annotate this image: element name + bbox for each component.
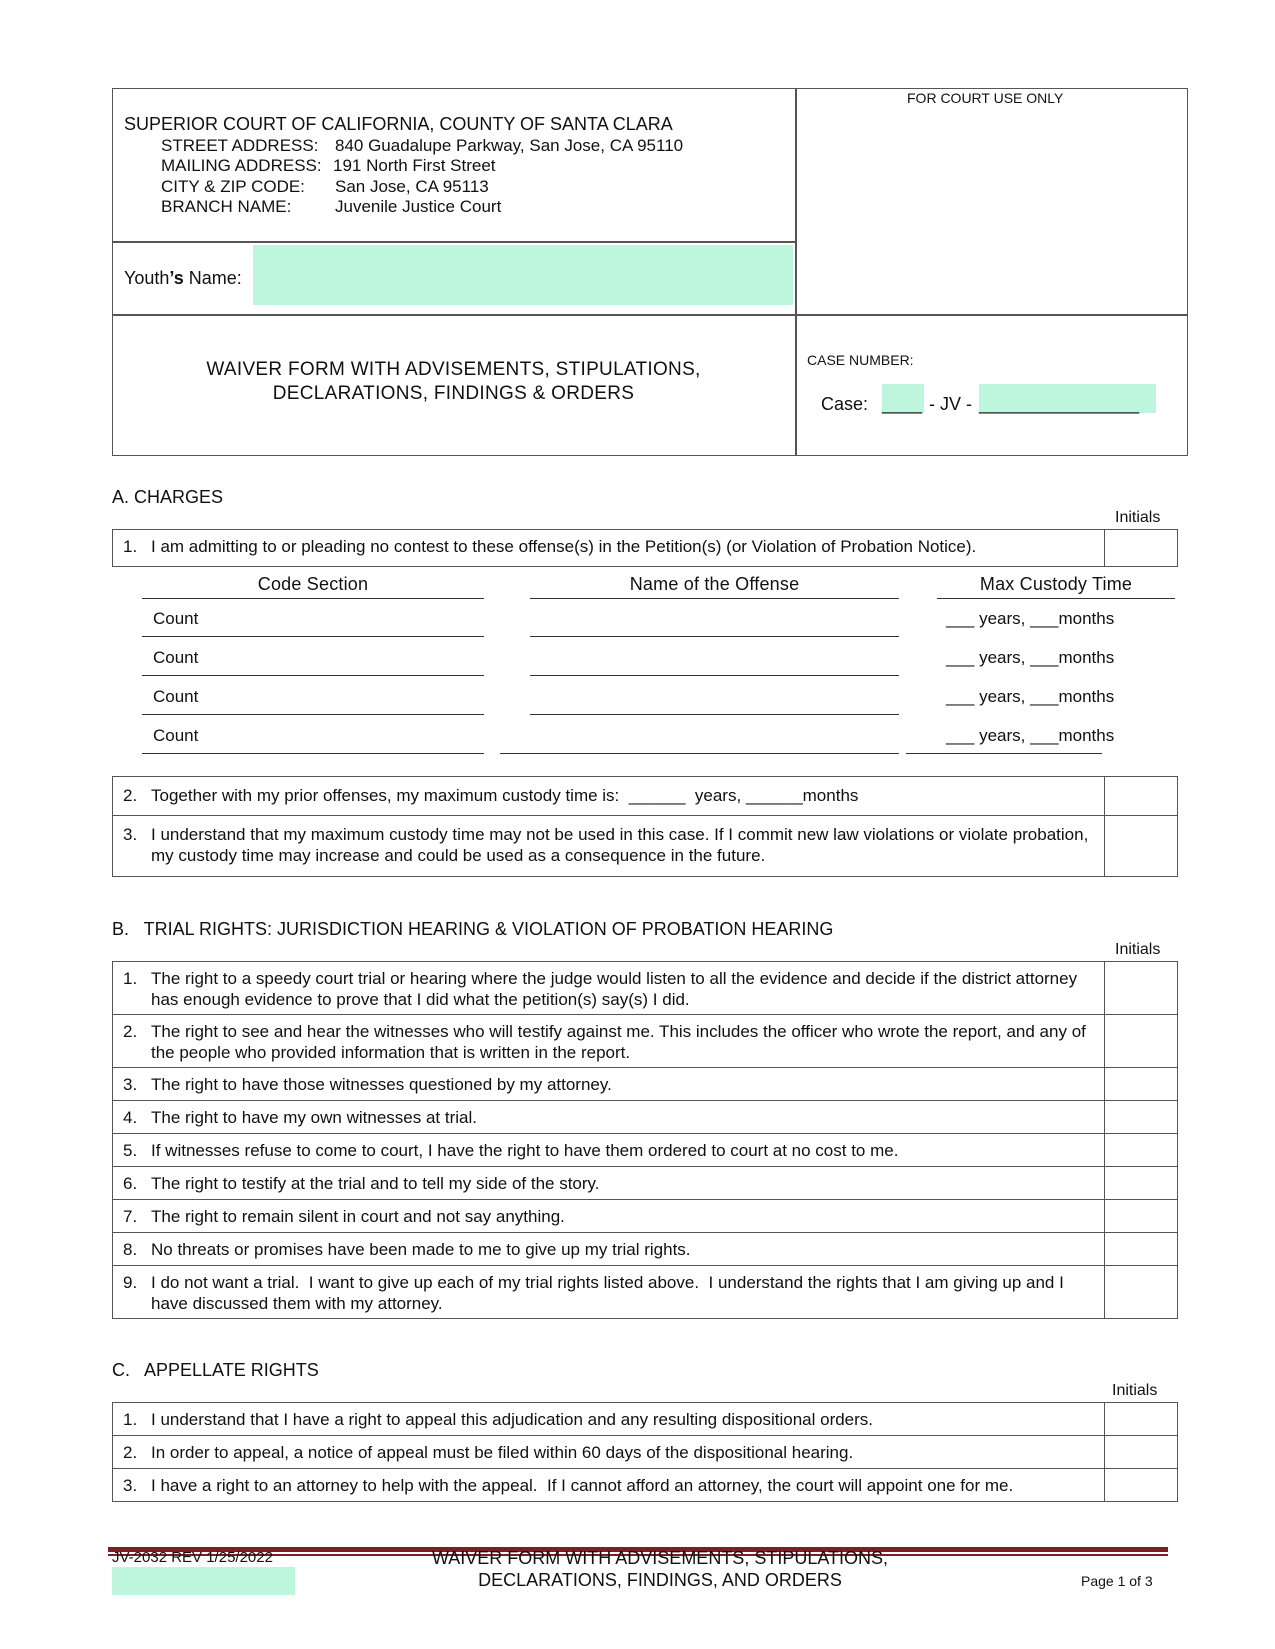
charges-item2-text: Together with my prior offenses, my maximum custody time is: ______ years, ______months bbox=[151, 786, 859, 805]
branch-value: Juvenile Justice Court bbox=[335, 197, 502, 216]
rights-item bbox=[123, 1409, 1096, 1430]
col-offense-name: Name of the Offense bbox=[629, 574, 800, 594]
initials-box[interactable] bbox=[1105, 1469, 1178, 1502]
initials-box[interactable] bbox=[1105, 816, 1178, 877]
street-value: 840 Guadalupe Parkway, San Jose, CA 95110 bbox=[335, 136, 684, 155]
rights-cell bbox=[113, 1200, 1105, 1233]
col-max-custody: Max Custody Time bbox=[979, 574, 1133, 594]
section-a-title: A. CHARGES bbox=[112, 487, 224, 507]
section-c-title: C. APPELLATE RIGHTS bbox=[112, 1360, 319, 1380]
initials-box[interactable] bbox=[1105, 962, 1178, 1015]
charges-item1-row bbox=[113, 530, 1178, 567]
custody-time-text: ___ years, ___months bbox=[946, 726, 1115, 745]
rights-cell bbox=[113, 1403, 1105, 1436]
rights-text: The right to have my own witnesses at trial. bbox=[151, 1108, 477, 1127]
rights-row bbox=[113, 1266, 1178, 1319]
rights-row bbox=[113, 1068, 1178, 1101]
street-label: STREET ADDRESS: bbox=[161, 136, 319, 155]
code-section-field[interactable] bbox=[142, 636, 484, 637]
initials-box[interactable] bbox=[1105, 1167, 1178, 1200]
code-section-field[interactable] bbox=[142, 753, 484, 754]
rights-row bbox=[113, 1469, 1178, 1502]
rights-item bbox=[123, 1272, 1096, 1314]
custody-time-text: ___ years, ___months bbox=[946, 609, 1115, 628]
rights-item bbox=[123, 1074, 1096, 1095]
caption-rule-2 bbox=[112, 314, 1188, 316]
rights-cell bbox=[113, 1068, 1105, 1101]
rights-cell bbox=[113, 962, 1105, 1015]
initials-box[interactable] bbox=[1105, 1134, 1178, 1167]
rights-row bbox=[113, 1167, 1178, 1200]
item-number: 7. bbox=[123, 1207, 138, 1226]
caption-rule-1 bbox=[112, 241, 795, 243]
rights-cell bbox=[113, 1015, 1105, 1068]
item-number: 9. bbox=[123, 1273, 138, 1292]
rights-text: I understand that I have a right to appeal this adjudication and any resulting dispositional orders. bbox=[151, 1410, 874, 1429]
rights-cell bbox=[113, 1134, 1105, 1167]
count-label: Count bbox=[153, 726, 199, 745]
branch-label: BRANCH NAME: bbox=[161, 197, 292, 216]
charges-item1-cell bbox=[113, 530, 1105, 567]
rights-row bbox=[113, 1436, 1178, 1469]
caption-divider bbox=[795, 88, 797, 456]
section-b-initials-label: Initials bbox=[1115, 941, 1161, 958]
count-label: Count bbox=[153, 609, 199, 628]
count-label: Count bbox=[153, 648, 199, 667]
initials-box[interactable] bbox=[1105, 1436, 1178, 1469]
footer-title-line1: WAIVER FORM WITH ADVISEMENTS, STIPULATIONS, bbox=[431, 1548, 889, 1568]
rights-row bbox=[113, 1233, 1178, 1266]
item-number: 3. bbox=[123, 825, 138, 844]
rights-cell bbox=[113, 1436, 1105, 1469]
charges-item3-row bbox=[113, 816, 1178, 877]
case-year-blank: ____ bbox=[882, 394, 923, 414]
case-label: Case: bbox=[821, 394, 869, 414]
offense-name-field[interactable] bbox=[530, 675, 899, 676]
mailing-label: MAILING ADDRESS: bbox=[161, 156, 322, 175]
item-number: 6. bbox=[123, 1174, 138, 1193]
appellate-rights-table bbox=[112, 1402, 1178, 1502]
col-offense-rule bbox=[530, 598, 899, 599]
item-number: 1. bbox=[123, 1410, 138, 1429]
rights-text: I do not want a trial. I want to give up each of my trial rights listed above. I understand the rights that I am giving up and I have discussed them with my attorney. bbox=[151, 1273, 1069, 1313]
custody-time-rule bbox=[906, 753, 1102, 754]
offense-name-field[interactable] bbox=[500, 753, 899, 754]
item-number: 3. bbox=[123, 1075, 138, 1094]
case-jv-label: - JV - bbox=[924, 394, 977, 414]
rights-text: No threats or promises have been made to me to give up my trial rights. bbox=[151, 1240, 691, 1259]
item-number: 2. bbox=[123, 1443, 138, 1462]
rights-text: If witnesses refuse to come to court, I have the right to have them ordered to court at no cost to me. bbox=[151, 1141, 899, 1160]
rights-item bbox=[123, 1475, 1096, 1496]
rights-row bbox=[113, 1015, 1178, 1068]
item-number: 1. bbox=[123, 537, 138, 556]
initials-box[interactable] bbox=[1105, 1233, 1178, 1266]
rights-cell bbox=[113, 1167, 1105, 1200]
item-number: 2. bbox=[123, 1022, 138, 1041]
rights-text: The right to see and hear the witnesses who will testify against me. This includes the officer who wrote the report, and any of the people who provided information that is written in the report. bbox=[151, 1022, 1091, 1062]
rights-item bbox=[123, 1173, 1096, 1194]
custody-time-text: ___ years, ___months bbox=[946, 648, 1115, 667]
charges-item3-cell bbox=[113, 816, 1105, 877]
charges-items-table bbox=[112, 776, 1178, 877]
rights-text: In order to appeal, a notice of appeal must be filed within 60 days of the dispositional hearing. bbox=[151, 1443, 854, 1462]
code-section-field[interactable] bbox=[142, 675, 484, 676]
count-label: Count bbox=[153, 687, 199, 706]
rights-row bbox=[113, 1134, 1178, 1167]
rights-row bbox=[113, 962, 1178, 1015]
charges-item2-row bbox=[113, 777, 1178, 816]
rights-cell bbox=[113, 1469, 1105, 1502]
form-title-line2: DECLARATIONS, FINDINGS & ORDERS bbox=[272, 383, 635, 404]
case-number-blank: ________________ bbox=[979, 394, 1140, 414]
footer-title-line2: DECLARATIONS, FINDINGS, AND ORDERS bbox=[478, 1570, 842, 1590]
item-number: 3. bbox=[123, 1476, 138, 1495]
rights-text: The right to remain silent in court and not say anything. bbox=[151, 1207, 565, 1226]
initials-box[interactable] bbox=[1105, 1015, 1178, 1068]
rights-row bbox=[113, 1403, 1178, 1436]
initials-box[interactable] bbox=[1105, 1266, 1178, 1319]
item-number: 1. bbox=[123, 969, 138, 988]
item-number: 4. bbox=[123, 1108, 138, 1127]
col-max-rule bbox=[937, 598, 1175, 599]
rights-text: The right to have those witnesses questioned by my attorney. bbox=[151, 1075, 612, 1094]
mailing-value: 191 North First Street bbox=[333, 156, 496, 175]
col-code-section: Code Section bbox=[257, 574, 369, 594]
item-number: 5. bbox=[123, 1141, 138, 1160]
rights-item bbox=[123, 1107, 1096, 1128]
youth-name-field[interactable] bbox=[253, 245, 793, 305]
footer-page-number: Page 1 of 3 bbox=[1081, 1573, 1153, 1589]
offense-name-field[interactable] bbox=[530, 714, 899, 715]
rights-row bbox=[113, 1200, 1178, 1233]
charges-item3-text: I understand that my maximum custody time may not be used in this case. If I commit new law violations or violate probation, my custody time may increase and could be used as a consequence in the future. bbox=[151, 825, 1089, 865]
rights-item bbox=[123, 1442, 1096, 1463]
rights-cell bbox=[113, 1101, 1105, 1134]
charges-item1-table bbox=[112, 529, 1178, 567]
offense-name-field[interactable] bbox=[530, 636, 899, 637]
rights-text: The right to testify at the trial and to tell my side of the story. bbox=[151, 1174, 600, 1193]
rights-text: I have a right to an attorney to help with the appeal. If I cannot afford an attorney, the court will appoint one for me. bbox=[151, 1476, 1014, 1495]
rights-text: The right to a speedy court trial or hearing where the judge would listen to all the evidence and decide if the district attorney has enough evidence to prove that I did what the petition(s) say(s) I did. bbox=[151, 969, 1082, 1009]
court-name: SUPERIOR COURT OF CALIFORNIA, COUNTY OF SANTA CLARA bbox=[124, 114, 673, 134]
footer-form-id: JV-2032 REV 1/25/2022 bbox=[112, 1549, 273, 1566]
court-use-label: FOR COURT USE ONLY bbox=[907, 90, 1064, 106]
item-number: 2. bbox=[123, 786, 138, 805]
rights-item bbox=[123, 1021, 1096, 1063]
initials-box[interactable] bbox=[1105, 1068, 1178, 1101]
rights-item bbox=[123, 968, 1096, 1010]
section-c-initials-label: Initials bbox=[1112, 1382, 1158, 1399]
initials-box[interactable] bbox=[1105, 777, 1178, 816]
initials-box[interactable] bbox=[1105, 1101, 1178, 1134]
city-label: CITY & ZIP CODE: bbox=[161, 177, 305, 196]
city-value: San Jose, CA 95113 bbox=[335, 177, 489, 196]
item-number: 8. bbox=[123, 1240, 138, 1259]
rights-cell bbox=[113, 1266, 1105, 1319]
charges-item2-cell bbox=[113, 777, 1105, 816]
trial-rights-table bbox=[112, 961, 1178, 1319]
section-b-title: B. TRIAL RIGHTS: JURISDICTION HEARING & VIOLATION OF PROBATION HEARING bbox=[112, 919, 834, 939]
custody-time-text: ___ years, ___months bbox=[946, 687, 1115, 706]
form-title-line1: WAIVER FORM WITH ADVISEMENTS, STIPULATIONS, bbox=[206, 359, 701, 380]
col-code-rule bbox=[142, 598, 484, 599]
section-a-initials-label: Initials bbox=[1115, 509, 1161, 526]
rights-item bbox=[123, 1206, 1096, 1227]
rights-item bbox=[123, 1140, 1096, 1161]
initials-box[interactable] bbox=[1105, 1200, 1178, 1233]
code-section-field[interactable] bbox=[142, 714, 484, 715]
charges-item1-text: I am admitting to or pleading no contest to these offense(s) in the Petition(s) (or Violation of Probation Notice). bbox=[151, 537, 977, 556]
rights-item bbox=[123, 1239, 1096, 1260]
initials-box[interactable] bbox=[1105, 1403, 1178, 1436]
youth-name-label: Youth’s Name: bbox=[124, 268, 242, 288]
initials-box[interactable] bbox=[1105, 530, 1178, 567]
case-number-label: CASE NUMBER: bbox=[807, 352, 914, 368]
rights-row bbox=[113, 1101, 1178, 1134]
footer-fill-field[interactable] bbox=[112, 1567, 295, 1595]
rights-cell bbox=[113, 1233, 1105, 1266]
